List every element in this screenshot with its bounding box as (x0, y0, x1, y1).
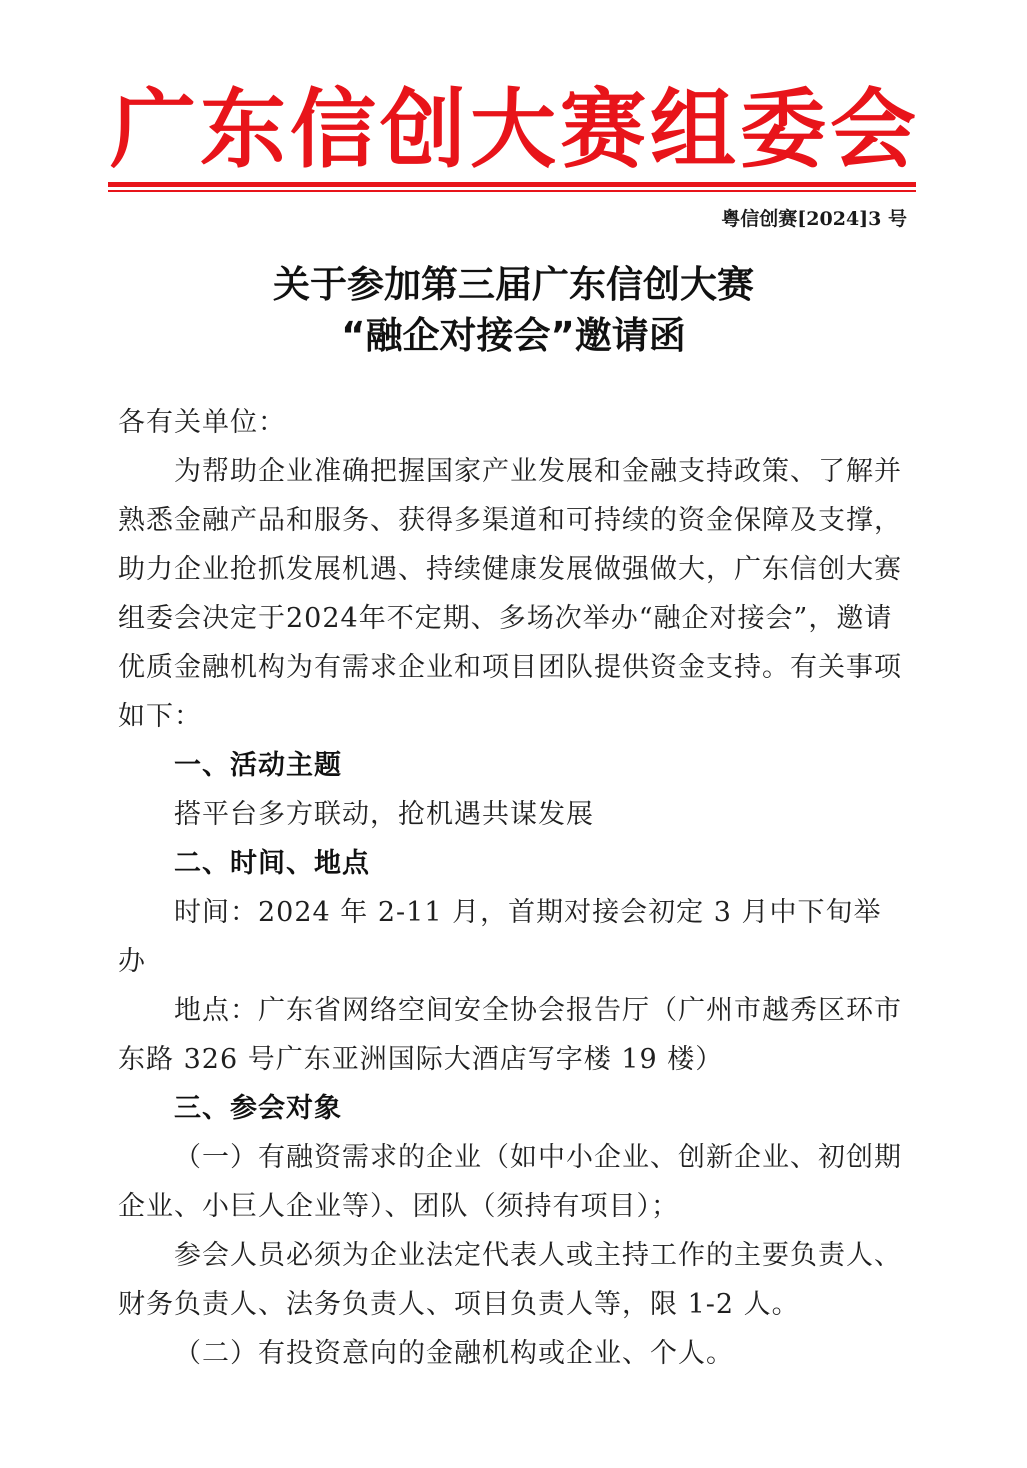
participant-item-1: （一）有融资需求的企业（如中小企业、创新企业、初创期企业、小巨人企业等）、团队（须持有项目）； (118, 1142, 902, 1222)
time-text: 时间：2024 年 2-11 月，首期对接会初定 3 月中下旬举办 (118, 897, 882, 977)
theme-text: 搭平台多方联动，抢机遇共谋发展 (174, 799, 594, 830)
document-number: 粤信创赛[2024]3 号 (721, 208, 907, 230)
org-char: 信 (290, 78, 376, 180)
org-char: 委 (740, 78, 826, 180)
intro-paragraph: 为帮助企业准确把握国家产业发展和金融支持政策、了解并熟悉金融产品和服务、获得多渠道和可持续的资金保障及支撑，助力企业抢抓发展机遇、持续健康发展做强做大，广东信创大赛组委会决定于2024年不定期、多场次举办“融企对接会”，邀请优质金融机构为有需求企业和项目团队提供资金支持。有关事项如下： (118, 456, 902, 732)
organization-header (108, 72, 918, 187)
document-title-line-2: “融企对接会”邀请函 (341, 314, 686, 357)
org-char: 创 (380, 78, 466, 180)
org-char: 组 (650, 78, 736, 180)
org-char: 赛 (560, 78, 646, 180)
section-heading-time-place: 二、时间、地点 (174, 848, 370, 879)
participant-item-2: （二）有投资意向的金融机构或企业、个人。 (174, 1338, 734, 1369)
place-text: 地点：广东省网络空间安全协会报告厅（广州市越秀区环市东路 326 号广东亚洲国际大酒店写字楼 19 楼） (118, 995, 902, 1075)
org-char: 会 (830, 78, 916, 180)
participant-note: 参会人员必须为企业法定代表人或主持工作的主要负责人、财务负责人、法务负责人、项目负责人等，限 1-2 人。 (118, 1240, 902, 1320)
salutation: 各有关单位： (118, 407, 286, 438)
org-char: 东 (200, 78, 286, 180)
org-char: 广 (110, 78, 196, 180)
document-title-line-1: 关于参加第三届广东信创大赛 (273, 263, 754, 306)
section-heading-theme: 一、活动主题 (174, 750, 342, 781)
header-divider-thin (108, 190, 916, 192)
org-char: 大 (470, 78, 556, 180)
section-heading-participants: 三、参会对象 (174, 1093, 342, 1124)
document-body (118, 398, 908, 1378)
header-divider-thick (108, 182, 916, 187)
